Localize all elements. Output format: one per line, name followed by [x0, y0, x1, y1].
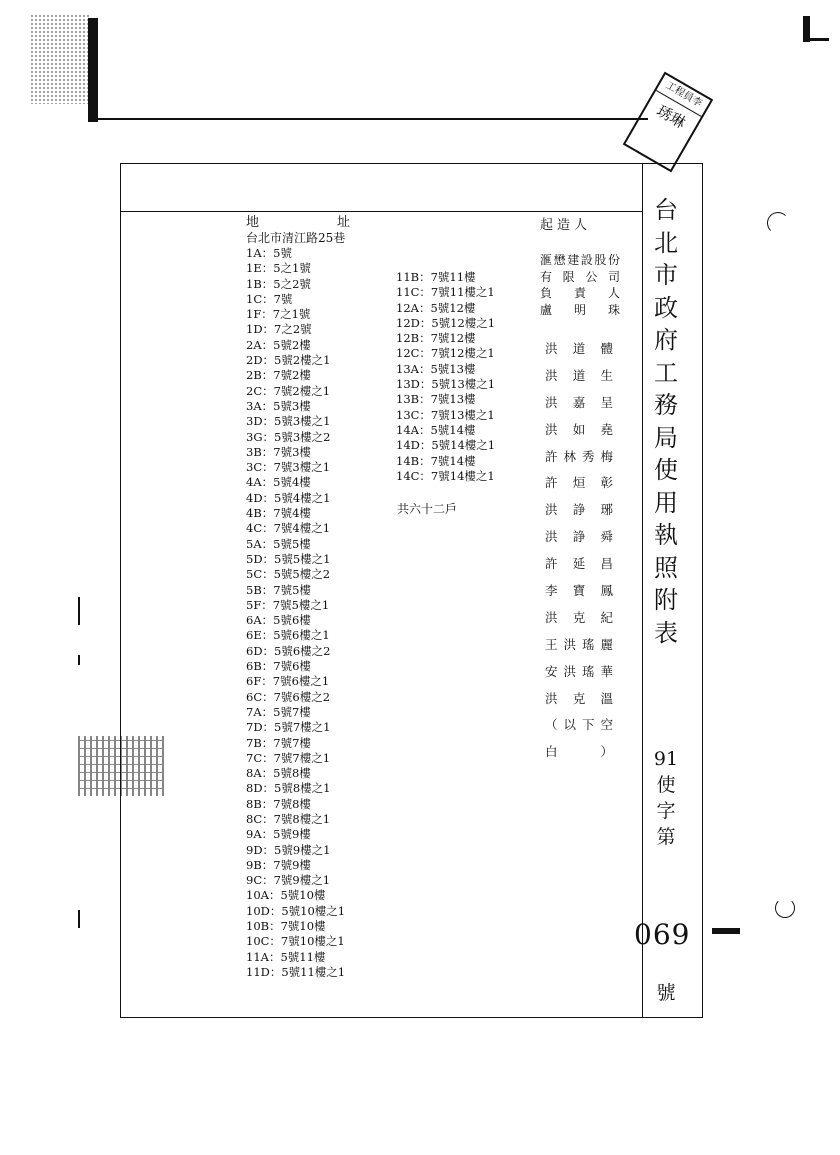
approval-stamp	[623, 72, 713, 173]
address-entry: 4A：5號4樓	[246, 475, 311, 490]
company-block	[540, 252, 620, 318]
header-divider	[120, 211, 642, 212]
title-char: 府	[654, 326, 678, 354]
hole-punch-mark	[775, 898, 795, 918]
address-entry: 12D：5號12樓之1	[396, 315, 496, 330]
address-entry: 3C：7號3樓之1	[246, 460, 331, 475]
total-units: 共六十二戶	[397, 502, 458, 516]
address-entry: 7A：5號7樓	[246, 704, 311, 719]
address-entry: 1D：7之2號	[246, 322, 312, 337]
address-entry: 1F：7之1號	[246, 307, 311, 322]
margin-tick	[712, 928, 740, 934]
address-entry: 6F：7號6樓之1	[246, 674, 330, 689]
owner-name: 王洪瑤麗	[545, 636, 613, 652]
address-header-right: 址	[336, 215, 350, 230]
address-entry: 12A：5號12樓	[396, 300, 476, 315]
permit-number: 069	[634, 918, 691, 951]
address-entry: 7B：7號7樓	[246, 735, 311, 750]
address-entry: 8A：5號8樓	[246, 766, 311, 781]
address-entry: 10D：5號10樓之1	[246, 903, 346, 918]
owner-name: 洪克紀	[545, 609, 613, 625]
owner-name: 洪如堯	[545, 421, 613, 437]
title-char: 表	[654, 618, 678, 647]
address-entry: 5F：7號5樓之1	[246, 597, 330, 612]
address-entry: 2C：7號2樓之1	[246, 383, 331, 398]
title-char: 北	[654, 228, 678, 257]
address-entry: 3G：5號3樓之2	[246, 429, 331, 444]
owner-name: 許林秀梅	[545, 448, 613, 464]
address-entry: 5A：5號5樓	[246, 536, 311, 551]
corner-mark-horizontal	[803, 38, 829, 41]
address-entry: 9A：5號9樓	[246, 827, 311, 842]
permit-char: 使	[656, 774, 676, 796]
address-entry: 2A：5號2樓	[246, 337, 311, 352]
permit-label	[646, 746, 686, 850]
top-bracket-horizontal	[88, 118, 648, 120]
address-entry: 13B：7號13樓	[396, 392, 476, 407]
address-entry: 1B：5之2號	[246, 276, 311, 291]
owner-header: 起造人	[540, 218, 592, 233]
permit-char: 第	[656, 826, 676, 848]
owner-list	[545, 336, 613, 760]
owner-name: 洪克溫	[545, 690, 613, 706]
company-line: 負責人	[540, 286, 620, 300]
address-entry: 9B：7號9樓	[246, 857, 311, 872]
address-entry: 5C：5號5樓之2	[246, 567, 331, 582]
address-entry: 5B：7號5樓	[246, 582, 311, 597]
address-list-col2	[396, 270, 495, 484]
title-char: 局	[654, 423, 678, 452]
title-char: 務	[654, 391, 678, 419]
owner-name: 洪諍舜	[545, 529, 613, 545]
title-char: 工	[654, 358, 678, 387]
permit-char: 91	[653, 748, 679, 770]
title-char: 執	[654, 521, 678, 549]
title-divider	[642, 163, 643, 1018]
owner-name: 洪諍琊	[545, 502, 613, 518]
address-entry: 6C：7號6樓之2	[246, 689, 331, 704]
address-entry: 3D：5號3樓之1	[246, 414, 331, 429]
margin-tick	[78, 655, 80, 665]
address-entry: 8C：7號8樓之1	[246, 811, 331, 826]
title-char: 台	[654, 196, 678, 224]
stamp-bottom-text: 琇琳	[653, 101, 689, 133]
owner-name: 洪道體	[545, 341, 613, 356]
address-entry: 10A：5號10樓	[246, 888, 326, 903]
top-bracket-vertical	[88, 18, 98, 122]
address-entry: 8B：7號8樓	[246, 796, 311, 811]
address-entry: 2B：7號2樓	[246, 368, 311, 383]
title-char: 政	[654, 293, 678, 322]
address-entry: 5D：5號5樓之1	[246, 551, 331, 566]
title-char: 附	[654, 586, 678, 614]
hole-punch-mark	[767, 212, 789, 234]
address-entry: 13A：5號13樓	[396, 361, 476, 376]
address-entry: 3B：7號3樓	[246, 444, 311, 459]
address-entry: 14D：5號14樓之1	[396, 438, 496, 453]
address-entry: 7D：5號7樓之1	[246, 720, 331, 735]
address-entry: 6D：5號6樓之2	[246, 643, 331, 658]
address-entry: 4C：7號4樓之1	[246, 521, 331, 536]
permit-char: 字	[656, 800, 676, 822]
address-entry: 1A：5號	[246, 246, 292, 260]
company-line: 有限公司	[540, 269, 620, 284]
address-entry: 9C：7號9樓之1	[246, 873, 331, 888]
address-entry: 7C：7號7樓之1	[246, 750, 331, 765]
address-entry: 13D：5號13樓之1	[396, 377, 496, 392]
document-title	[646, 194, 686, 649]
owner-name: 安洪瑤華	[545, 663, 613, 679]
address-entry: 6E：5號6樓之1	[246, 628, 330, 643]
address-entry: 11D：5號11樓之1	[246, 964, 346, 979]
address-entry: 10B：7號10樓	[246, 919, 326, 934]
address-entry: 11B：7號11樓	[396, 270, 476, 284]
owner-name: 許烜彰	[545, 475, 613, 491]
address-entry: 11A：5號11樓	[246, 949, 326, 964]
company-line: 滙懋建設股份	[540, 253, 620, 267]
address-entry: 4B：7號4樓	[246, 506, 311, 521]
owner-name: 洪道生	[545, 367, 613, 383]
address-entry: 1E：5之1號	[246, 261, 311, 276]
title-char: 用	[654, 488, 678, 517]
address-entry: 4D：5號4樓之1	[246, 490, 331, 505]
street-name: 台北市清江路25巷	[246, 231, 346, 245]
address-entry: 2D：5號2樓之1	[246, 353, 331, 368]
stamp-top-text: 工程員李	[656, 74, 711, 116]
address-entry: 10C：7號10樓之1	[246, 934, 345, 949]
address-list-col1	[246, 246, 345, 980]
address-entry: 11C：7號11樓之1	[396, 285, 495, 300]
address-header-left: 地	[246, 215, 260, 230]
address-entry: 8D：5號8樓之1	[246, 781, 331, 796]
address-entry: 9D：5號9樓之1	[246, 842, 331, 857]
owner-name: 許延昌	[545, 556, 613, 572]
company-line: 盧明珠	[540, 302, 620, 317]
margin-tick	[78, 910, 80, 928]
address-entry: 6A：5號6樓	[246, 613, 311, 628]
address-entry: 3A：5號3樓	[246, 398, 311, 413]
address-entry: 14B：7號14樓	[396, 453, 476, 468]
title-char: 市	[654, 261, 678, 289]
margin-tick	[78, 597, 80, 625]
permit-suffix: 號	[656, 982, 676, 1004]
address-entry: 13C：7號13樓之1	[396, 407, 495, 422]
address-entry: 14C：7號14樓之1	[396, 468, 495, 483]
address-entry: 12B：7號12樓	[396, 331, 476, 346]
owner-name: （以下空白）	[545, 717, 613, 760]
address-header	[246, 211, 350, 230]
title-char: 使	[654, 456, 678, 484]
title-char: 照	[654, 553, 678, 582]
owner-name: 洪嘉呈	[545, 394, 613, 410]
address-entry: 1C：7號	[246, 291, 293, 306]
address-entry: 12C：7號12樓之1	[396, 346, 495, 361]
owner-name: 李寶鳳	[545, 583, 613, 599]
address-entry: 14A：5號14樓	[396, 422, 476, 437]
address-entry: 6B：7號6樓	[246, 659, 311, 674]
scan-speckle	[30, 14, 90, 104]
